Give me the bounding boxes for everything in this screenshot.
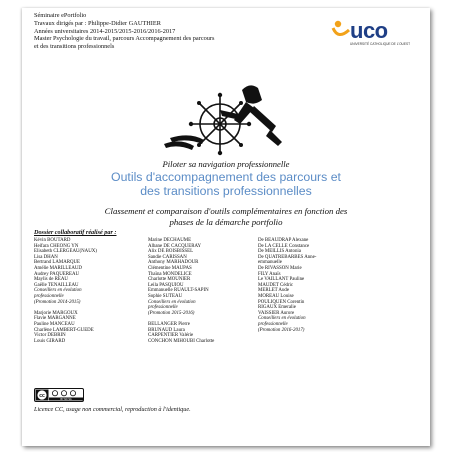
contributors-column-3 (258, 238, 316, 333)
contributor-entry: De MEILLIS Antonia (258, 249, 301, 255)
contributor-entry: Audrey PAQUEREAU (34, 271, 80, 277)
contributor-entry: Emmanuelle RUAULT-SAPIN (148, 288, 209, 294)
document-title (0, 171, 452, 198)
contributor-entry: RIGAUX Emeralie (258, 305, 296, 311)
contributor-entry: De LA CELLE Constance (258, 243, 310, 249)
contributor-entry: Elisabeth CLERGEAU(NAUX) (34, 249, 97, 255)
document-subtitle: Piloter sa navigation professionnelle (162, 159, 290, 169)
contributor-entry: Thaïna MONDELICE (148, 271, 192, 277)
contributor-entry: Lisa DHAN (34, 254, 58, 260)
contributor-entry: FILY Anaïs (258, 271, 281, 277)
contributor-entry: Le VAILLANT Pauline (258, 277, 305, 283)
cc-badge-label: cc (39, 392, 45, 399)
contributor-entry: Maylis de REAU (34, 277, 68, 283)
header-line: Travaux dirigés par : Philippe-Didier GAUTHIER (34, 19, 161, 27)
ship-wheel-illustration (150, 80, 300, 158)
collab-heading: Dossier collaboratif réalisé par : (34, 229, 117, 236)
contributor-entry: Kévin BOUTARD (34, 238, 71, 243)
contributor-entry: Charlotte MOUNIER (148, 277, 191, 283)
contributor-entry: professionnelle (258, 321, 288, 327)
contributor-entry: Amélie MARILLEAUD (34, 265, 82, 271)
header-line: et des transitions professionnels (34, 43, 115, 51)
contributor-entry: Pauline MANCEAU (34, 321, 75, 327)
contributor-entry: MERLET Aude (258, 288, 290, 294)
contributor-entry: Heifara CHEONG YN (34, 243, 79, 249)
contributor-entry: De BEAUDRAP Alexane (258, 238, 309, 243)
contributors-column-1 (34, 238, 97, 344)
contributor-entry: (Promotion 2015-2016) (148, 310, 195, 316)
contributor-entry: Alix DE BOISBISSEL (148, 249, 194, 255)
header-line: Séminaire ePortfolio (34, 12, 87, 19)
contributor-entry: (Promotion 2016-2017) (258, 327, 305, 333)
contributor-entry: Conseillers en évolution (148, 299, 196, 305)
contributor-entry: De RIVASSON Marie (258, 265, 302, 271)
contributor-entry: professionnelle (148, 305, 178, 311)
classification-line: Classement et comparaison d'outils complémentaires en fonction des (104, 206, 348, 216)
uco-logo-subtitle: UNIVERSITÉ CATHOLIQUE DE L'OUEST (350, 42, 411, 46)
contributor-entry: Leila PASQUIOU (148, 282, 184, 288)
contributor-entry: MAUDET Cédric (258, 282, 294, 288)
licence-text: Licence CC, usage non commercial, reproduction à l'identique. (34, 406, 191, 413)
classification-heading (40, 206, 412, 227)
contributor-entry: emmanuelle (258, 260, 282, 266)
document-page (22, 8, 430, 446)
contributor-entry: Sandie CARISSAN (148, 254, 187, 260)
contributor-entry: CONCHON MIHOUBI Charlotte (148, 338, 215, 344)
contributor-entry: MOREAU Louise (258, 293, 294, 299)
contributor-entry: Bertrand LAMARQUE (34, 260, 81, 266)
contributor-entry: Anthony MARHADOUR (148, 260, 199, 266)
contributor-entry: Marine DECHAUME (148, 238, 192, 243)
contributor-entry: BRUNAUD Laura (148, 327, 185, 333)
cc-badge-sub: BY NC SA (60, 398, 72, 402)
creative-commons-badge-icon (34, 388, 84, 402)
contributor-entry: Louis GIRARD (34, 338, 66, 344)
contributor-entry: VAISSIER Aurore (258, 310, 295, 316)
contributor-entry: (Promotion 2014-2015) (34, 299, 81, 305)
header-block (34, 12, 314, 51)
contributor-entry: POULIQUEN Corentin (258, 299, 305, 305)
contributor-entry: Marjorie MARGOUX (34, 310, 78, 316)
contributor-entry: Sophie SUTEAU (148, 293, 183, 299)
contributor-entry: Charlène LAMBERT-GUEDE (34, 327, 94, 333)
header-line: Master Psychologie du travail, parcours Accompagnement des parcours (34, 35, 215, 43)
contributor-entry: CARPENTIER Valérie (148, 333, 194, 339)
contributor-entry: Albane DE CACQUERAY (148, 243, 202, 249)
classification-line: phases de la démarche portfolio (169, 216, 283, 227)
contributor-entry: professionnelle (34, 293, 64, 299)
uco-logo-word: uco (350, 18, 388, 43)
uco-logo (330, 18, 410, 64)
contributor-entry: Gaëlle TENAILLEAU (34, 282, 79, 288)
contributor-entry: Conseillers en évolution (34, 288, 82, 294)
contributor-entry: De QUATREBARBES Anne- (258, 254, 317, 260)
contributors-column-2 (148, 238, 214, 344)
contributor-entry: Flavie MARGANNE (34, 316, 76, 322)
document-title-line: Outils d'accompagnement des parcours et (111, 170, 341, 184)
document-title-line: des transitions professionnelles (140, 183, 312, 198)
contributor-entry: Conseillers en évolution (258, 316, 306, 322)
header-line: Années universitaires 2014-2015/2015-2016/2016-2017 (34, 27, 176, 35)
contributor-entry: Clémentine MAUPAS (148, 265, 192, 271)
contributor-entry: BELLANGER Pierre (148, 321, 190, 327)
contributor-entry: Victor DEBRIN (34, 333, 66, 339)
